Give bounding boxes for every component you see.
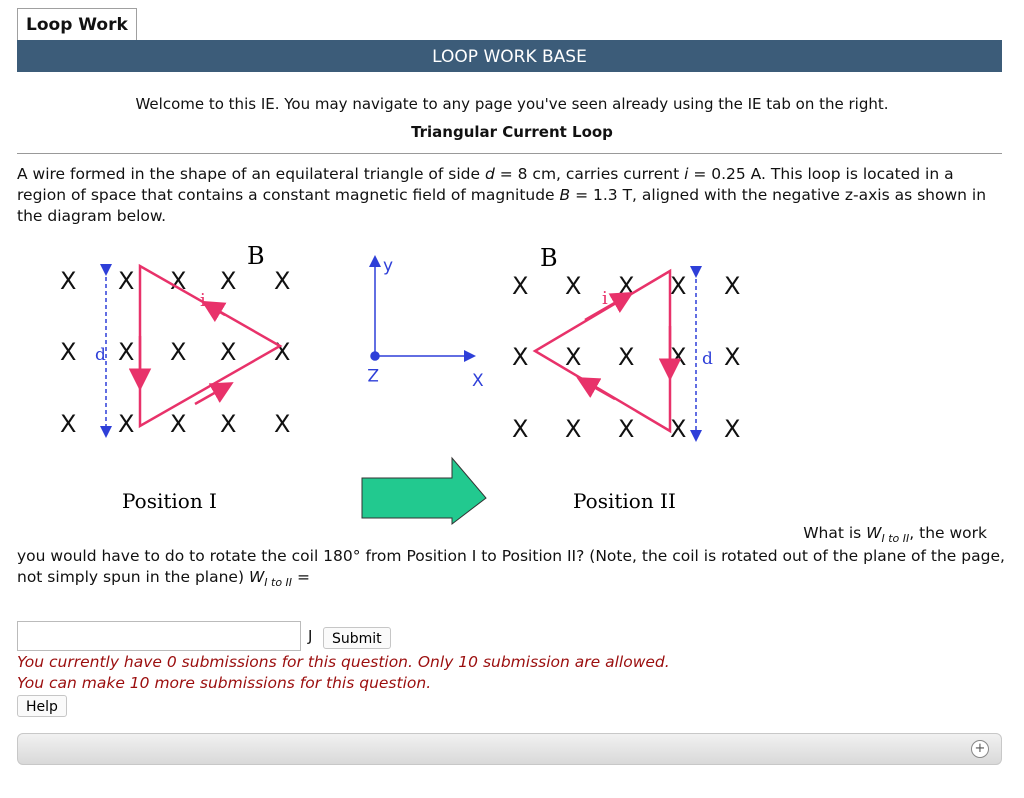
footer-bar [17,733,1002,765]
x-mark: X [118,410,135,438]
x-mark: X [274,410,291,438]
remaining-submissions-message: You can make 10 more submissions for this question. [17,674,432,692]
rotation-arrow [362,458,486,524]
position1-label: Position I [122,489,217,513]
loop-diagram [40,236,760,526]
banner-title: LOOP WORK BASE [17,40,1002,72]
question-text: you would have to do to rotate the coil 180° from Position I to Position II? (Note, the coil is rotated out of the plane of the page, not simply spun in the plane) $W_{I to II}$ = [17,547,1005,590]
x-mark: X [60,338,77,366]
axis-y-label: y [383,256,394,276]
label-d-position2: d [702,349,713,369]
plus-circle-icon[interactable]: + [971,740,989,758]
label-b-position1: B [247,242,265,270]
x-mark: X [220,338,237,366]
submission-count-message: You currently have 0 submissions for this question. Only 10 submission are allowed. [17,653,670,671]
page-subtitle: Triangular Current Loop [411,123,613,141]
x-mark: X [670,272,687,300]
x-mark: X [618,343,635,371]
x-mark: X [670,343,687,371]
label-i-position2: i [602,288,608,309]
x-mark: X [274,338,291,366]
divider [17,153,1002,154]
x-mark: X [220,267,237,295]
label-b-position2: B [540,244,558,272]
label-d-position1: d [95,345,106,365]
x-mark: X [724,415,741,443]
axis-z-label: Z [367,364,379,384]
x-mark: X [170,338,187,366]
question-lead: What is $W_{I to II}$, the work [803,524,987,546]
answer-unit: J [308,627,313,645]
x-mark: X [274,267,291,295]
label-i-position1: i [200,290,206,311]
axis-x-label: X [472,371,484,391]
help-button[interactable]: Help [17,695,67,717]
x-mark: X [565,415,582,443]
x-mark: X [565,272,582,300]
x-mark: X [724,343,741,371]
x-mark: X [60,267,77,295]
x-mark: X [618,272,635,300]
x-mark: X [170,267,187,295]
x-mark: X [512,272,529,300]
x-mark: X [724,272,741,300]
x-mark: X [618,415,635,443]
x-mark: X [118,338,135,366]
problem-statement: A wire formed in the shape of an equilateral triangle of side d = 8 cm, carries current i = 0.25 A. This loop is located in a region of space that contains a constant magnetic field of magnitude B = 1.3 T, aligned with the negative z-axis as shown in the diagram below. [17,165,987,225]
x-mark: X [220,410,237,438]
x-mark: X [670,415,687,443]
answer-input[interactable] [17,621,301,651]
x-mark: X [512,415,529,443]
current-loop-position1 [140,266,280,426]
x-mark: X [170,410,187,438]
x-mark: X [118,267,135,295]
submit-button[interactable]: Submit [323,627,391,649]
x-mark: X [565,343,582,371]
x-mark: X [512,343,529,371]
tab-loop-work[interactable]: Loop Work [17,8,137,41]
x-mark: X [60,410,77,438]
position2-label: Position II [573,489,676,513]
welcome-text: Welcome to this IE. You may navigate to any page you've seen already using the IE tab on the right. [135,95,889,113]
